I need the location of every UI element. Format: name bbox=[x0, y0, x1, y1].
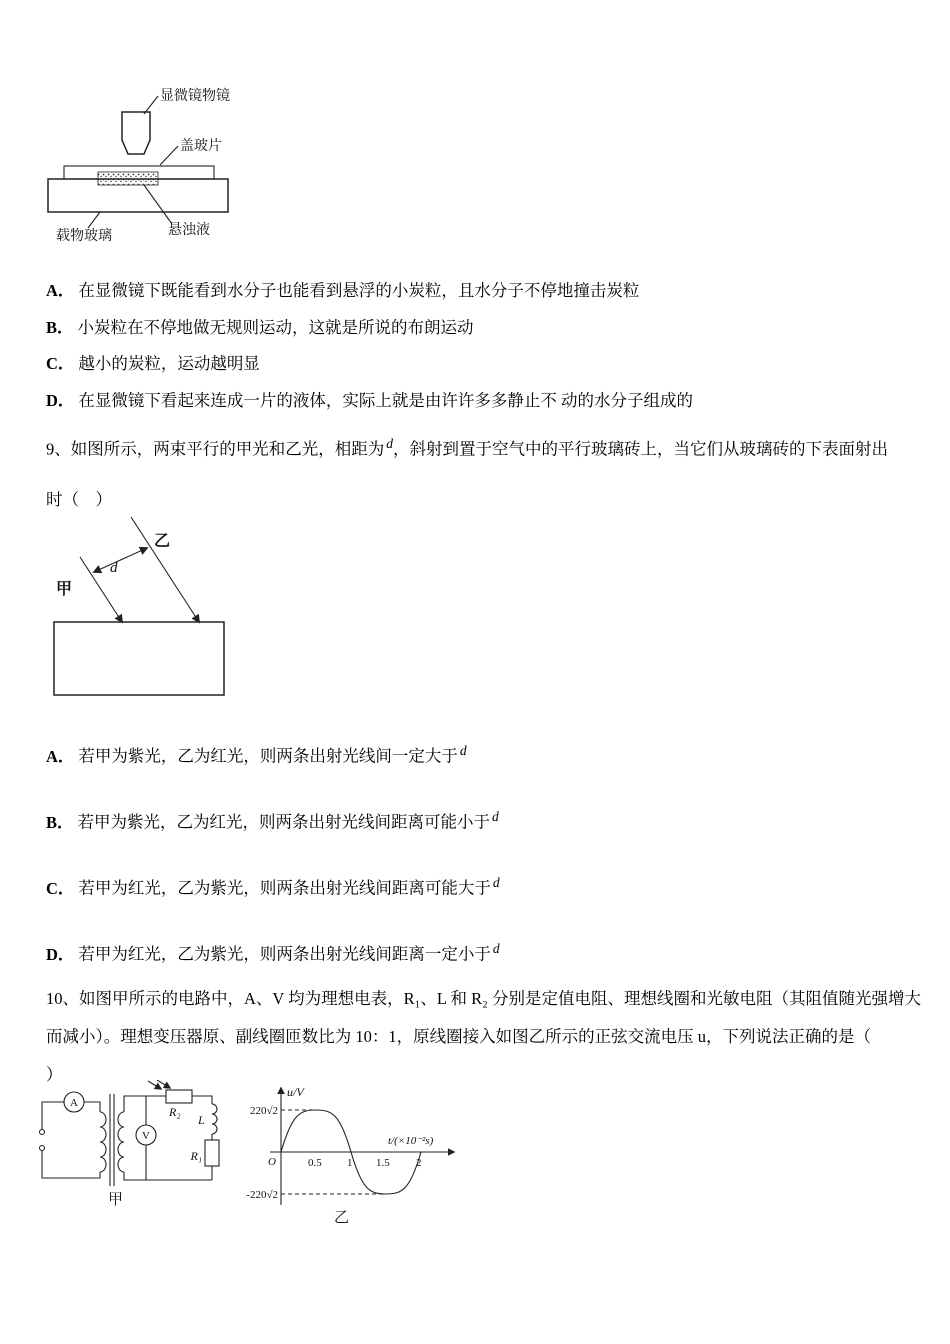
option-text: 越小的炭粒，运动越明显 bbox=[78, 354, 260, 373]
secondary-coil bbox=[118, 1112, 124, 1172]
option-label: C． bbox=[46, 354, 75, 373]
q9-stem-line1 bbox=[46, 432, 920, 462]
d-superscript: d bbox=[492, 875, 500, 890]
light-arrow bbox=[157, 1080, 170, 1088]
vmin-label: -220√2 bbox=[246, 1189, 278, 1201]
option-label: C． bbox=[46, 878, 75, 898]
ammeter-label: A bbox=[70, 1097, 78, 1109]
d-label: d bbox=[110, 560, 118, 576]
vmax-label: 220√2 bbox=[249, 1105, 278, 1117]
objective-lens bbox=[122, 112, 150, 154]
coverslip-label: 盖玻片 bbox=[180, 139, 222, 154]
secondary-wire-top bbox=[124, 1096, 166, 1112]
suspension-region bbox=[98, 172, 158, 185]
q8-options bbox=[46, 280, 916, 426]
circuit-and-waveform-figure bbox=[36, 1080, 476, 1235]
microscope-figure bbox=[42, 78, 292, 248]
secondary-wire-bottom bbox=[124, 1172, 212, 1180]
objective-label: 显微镜物镜 bbox=[160, 89, 230, 104]
option-text: 在显微镜下看起来连成一片的液体，实际上就是由许许多多静止不 动的水分子组成的 bbox=[78, 390, 694, 410]
primary-wire-right bbox=[84, 1102, 100, 1112]
circuit-caption: 甲 bbox=[108, 1192, 124, 1208]
q10-stem-line2: 而减小）。理想变压器原、副线圈匝数比为 10：1，原线圈接入如图乙所示的正弦交流电压 u，下列说法正确的是（ bbox=[46, 1027, 871, 1046]
wire-r2-to-l bbox=[192, 1096, 212, 1104]
q9-options bbox=[46, 740, 916, 1004]
photoresistor bbox=[166, 1090, 192, 1103]
d-superscript: d bbox=[386, 436, 393, 451]
q9-stem-line2: 时（ ） bbox=[46, 489, 112, 509]
option-text: 在显微镜下既能看到水分子也能看到悬浮的小炭粒，且水分子不停地撞击炭粒 bbox=[78, 281, 640, 300]
option-label: D． bbox=[46, 944, 75, 964]
suspension-leader-line bbox=[144, 185, 172, 224]
input-terminal-top bbox=[40, 1130, 45, 1135]
q10-stem-line3: ） bbox=[46, 1065, 63, 1084]
tick-2: 2 bbox=[416, 1157, 422, 1169]
yi-label: 乙 bbox=[154, 533, 171, 550]
coverslip-leader-line bbox=[160, 146, 178, 165]
resistor-r1 bbox=[205, 1140, 219, 1166]
light-arrow bbox=[148, 1081, 161, 1089]
q9-stem-text2: ，斜射到置于空气中的平行玻璃砖上，当它们从玻璃砖的下表面射出 bbox=[393, 439, 888, 459]
q8-option-c bbox=[46, 353, 916, 375]
tick-05: 0.5 bbox=[308, 1157, 322, 1169]
primary-wire-top bbox=[42, 1102, 64, 1130]
tick-15: 1.5 bbox=[376, 1157, 390, 1169]
d-superscript: d bbox=[492, 809, 499, 824]
option-text: 若甲为红光，乙为紫光，则两条出射光线间距离一定小于 bbox=[78, 944, 491, 964]
option-label: A． bbox=[46, 746, 75, 766]
tick-1: 1 bbox=[347, 1157, 353, 1169]
photoresistor-label: R₂ bbox=[169, 1105, 181, 1119]
q9-stem-text1: 9、如图所示，两束平行的甲光和乙光，相距为 bbox=[46, 439, 385, 459]
option-label: A． bbox=[46, 281, 75, 300]
d-superscript: d bbox=[492, 941, 500, 956]
x-axis-label: t/(×10⁻²s) bbox=[388, 1135, 434, 1147]
d-superscript: d bbox=[459, 743, 467, 758]
q9-option-b bbox=[46, 806, 916, 833]
voltmeter-label: V bbox=[142, 1130, 150, 1142]
option-label: B． bbox=[46, 812, 74, 832]
objective-leader-line bbox=[144, 96, 158, 114]
glass-brick bbox=[54, 622, 224, 695]
d-double-arrow bbox=[94, 548, 147, 572]
primary-coil bbox=[100, 1112, 106, 1172]
q10-stem-line1: 10、如图甲所示的电路中，A、V 均为理想电表，R₁、L 和 R₂ 分别是定值电阻、理想线圈和光敏电阻（其阻值随光强增大 bbox=[46, 989, 922, 1008]
option-text: 小炭粒在不停地做无规则运动，这就是所说的布朗运动 bbox=[77, 317, 474, 337]
q9-option-a bbox=[46, 740, 916, 767]
slide-label: 载物玻璃 bbox=[56, 229, 112, 244]
input-terminal-bottom bbox=[40, 1146, 45, 1151]
option-text: 若甲为紫光，乙为红光，则两条出射光线间距离可能小于 bbox=[77, 812, 491, 832]
option-text: 若甲为红光，乙为紫光，则两条出射光线间距离可能大于 bbox=[78, 878, 491, 898]
inductor bbox=[212, 1104, 217, 1134]
waveform-caption: 乙 bbox=[334, 1210, 350, 1226]
q9-option-c bbox=[46, 872, 916, 899]
jia-label: 甲 bbox=[56, 581, 73, 598]
inductor-label: L bbox=[198, 1113, 205, 1127]
slide-leader-line bbox=[88, 212, 100, 228]
q9-option-d bbox=[46, 938, 916, 965]
y-axis-label: u/V bbox=[287, 1085, 304, 1099]
glass-brick-figure bbox=[42, 510, 302, 710]
option-label: D． bbox=[46, 390, 75, 410]
q8-option-d bbox=[46, 390, 916, 412]
primary-wire-bottom bbox=[42, 1151, 100, 1179]
q8-option-b bbox=[46, 317, 916, 339]
q10-stem bbox=[46, 980, 920, 1094]
q9-stem bbox=[46, 432, 920, 512]
q8-option-a bbox=[46, 280, 916, 302]
suspension-label: 悬浊液 bbox=[168, 223, 210, 238]
resistor-r1-label: R₁ bbox=[190, 1149, 202, 1163]
option-text: 若甲为紫光，乙为红光，则两条出射光线间一定大于 bbox=[78, 746, 458, 766]
option-label: B． bbox=[46, 317, 74, 337]
origin-label: O bbox=[268, 1156, 276, 1168]
